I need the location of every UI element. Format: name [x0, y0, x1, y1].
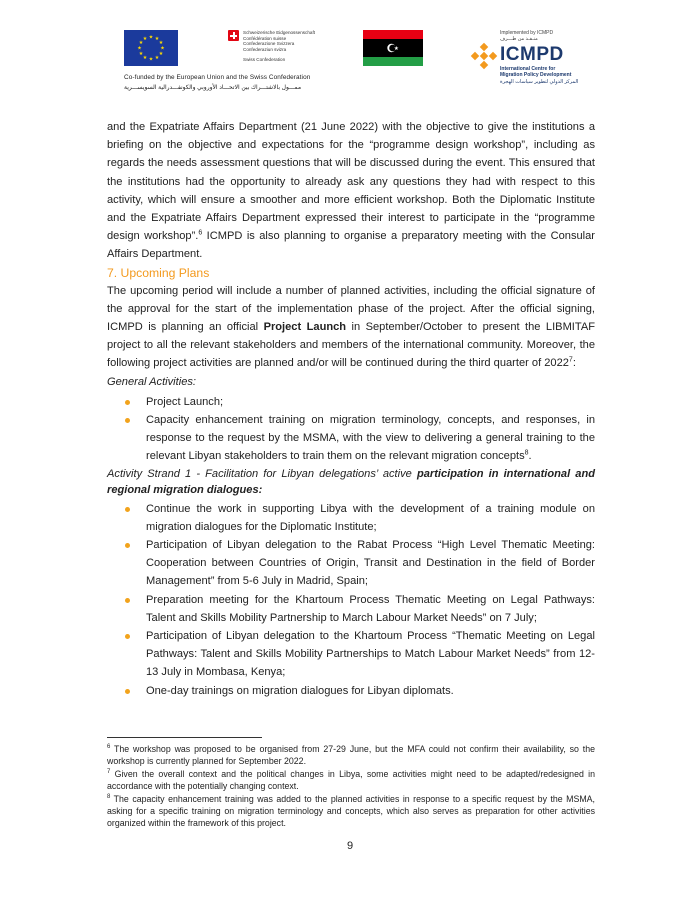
footnote: $^8$ The capacity enhancement training was added to the planned activities in response to a specific request by the MSMA, asking for a specific training on migration terminology and concepts, which also serves as preparation for other activities organized within the framework of this project. [107, 794, 595, 828]
eu-flag-logo [124, 30, 178, 66]
footnote: $^6$ The workshop was proposed to be organised from 27-29 June, but the MFA could not confirm their availability, so the workshop is currently planned for September 2022. [107, 744, 595, 766]
swiss-line: Confederaziun svizra [243, 46, 287, 52]
svg-text:★: ★ [137, 45, 142, 52]
icmpd-implemented-label: Implemented by ICMPD [500, 30, 554, 36]
swiss-confederation-label: Swiss Confederation [243, 57, 286, 62]
paragraph: and the Expatriate Affairs Department (21 June 2022) with the objective to give the institutions a briefing on the objective and expectations for the “programme design workshop”, including as regards the needs assessment questions that will be discussed during the event. This ensured that the institutions had the opportunity to already ask any questions they had with respect to this activity, which will ensure a smoother and more efficient workshop. Both the Diplomatic Institute and the Expatriate Affairs Department expressed their interest to participate in the “programme design workshop”.$^6$ ICMPD is also planning to organise a preparatory meeting with the Consular Affairs Department. [107, 121, 595, 261]
bullet-list [107, 393, 595, 466]
bullet-list [107, 500, 595, 700]
list-item: Participation of Libyan delegation to the Khartoum Process “Thematic Meeting on Legal Pathways: Talent and Skills Mobility Partnerships to Match Labour Market Needs” from 12-13 July in Mombasa, Kenya; [146, 627, 595, 682]
libya-flag-logo [363, 30, 423, 66]
svg-text:★: ★ [160, 45, 165, 52]
list-item: Continue the work in supporting Libya with the development of a training module on migration dialogues for the Diplomatic Institute; [146, 500, 595, 536]
page-header [0, 0, 700, 100]
icmpd-wordmark: ICMPD [500, 44, 564, 65]
swiss-line: Confederazione Svizzera [243, 41, 295, 47]
list-item: Participation of Libyan delegation to the Rabat Process “High Level Thematic Meeting: Cooperation between Countries of Origin, Transit and Destination in the field of Border Management” from 5-6 July in Madrid, Spain; [146, 536, 595, 591]
svg-text:★: ★ [138, 40, 144, 46]
svg-text:★: ★ [148, 34, 154, 41]
svg-text:★: ★ [393, 46, 399, 53]
footnote-ref[interactable]: 6 [198, 229, 203, 237]
swiss-confederation-logo [228, 30, 328, 70]
list-item: Project Launch; [146, 393, 595, 411]
footnote: $^7$ Given the overall context and the political changes in Libya, some activities might need to be adapted/redesigned in accordance with the potentially changing context. [107, 769, 595, 791]
section-heading: 7. Upcoming Plans [107, 265, 210, 280]
page-content [107, 118, 595, 700]
footnotes [107, 743, 595, 830]
subsection-heading: General Activities: [107, 375, 196, 388]
svg-text:★: ★ [154, 36, 160, 42]
icmpd-logo [470, 30, 610, 90]
icmpd-subtitle-line: Migration Policy Development [500, 72, 572, 78]
icmpd-subtitle-line: International Centre for [500, 66, 556, 72]
list-item: One-day trainings on migration dialogues for Libyan diplomats. [146, 682, 595, 700]
swiss-line: Confédération suisse [243, 35, 287, 41]
footnote-separator [107, 737, 262, 738]
list-item: Capacity enhancement training on migration terminology, concepts, and responses, in response to the request by the MSMA, with the view to delivering a general training to the relevant Libyan stakeholders to train them on the relevant migration concepts$^8$. [146, 411, 595, 466]
svg-text:★: ★ [154, 55, 160, 61]
page-number: 9 [346, 840, 354, 852]
svg-text:★: ★ [158, 40, 164, 46]
cofunded-label-arabic: ممـــول بالاشتـــراك بين الاتحـــاد الأوروبي والكونفـــدرالية السويســـرية [124, 85, 302, 91]
swiss-cross-icon [228, 30, 239, 41]
svg-text:★: ★ [148, 56, 154, 63]
paragraph: The upcoming period will include a number of planned activities, including the official signature of the approval for the start of the implementation phase of the project. After the official signing, ICMPD is planning an official Project Launch in September/October to present the LIBMITAF project to all the relevant stakeholders and members of the international community. Moreover, the following project activities are planned and/or will be continued during the third quarter of 2022$^7$: [107, 284, 596, 370]
svg-text:★: ★ [138, 51, 144, 57]
list-item: Preparation meeting for the Khartoum Process Thematic Meeting on Legal Pathways: Talent and Skills Mobility Partnership to March Labour Market Needs” on 7 July; [146, 591, 595, 627]
swiss-line: Schweizerische Eidgenossenschaft [243, 30, 316, 35]
svg-text:★: ★ [158, 51, 164, 57]
cofunded-label: Co-funded by the European Union and the Swiss Confederation [124, 74, 311, 81]
footnote-ref[interactable]: 7 [568, 356, 573, 364]
svg-text:★: ★ [142, 55, 148, 61]
icmpd-emblem-icon [470, 42, 498, 70]
subsection-heading: Activity Strand 1 - Facilitation for Libyan delegations’ active participation in international and regional migration dialogues: [107, 467, 595, 496]
icmpd-implemented-arabic: منـفـذ من طـــرف [500, 36, 538, 42]
icmpd-arabic-label: المركز الدولي لتطوير سياسات الهجرة [500, 79, 579, 85]
svg-text:★: ★ [142, 36, 148, 42]
footnote-ref[interactable]: 8 [524, 449, 529, 457]
